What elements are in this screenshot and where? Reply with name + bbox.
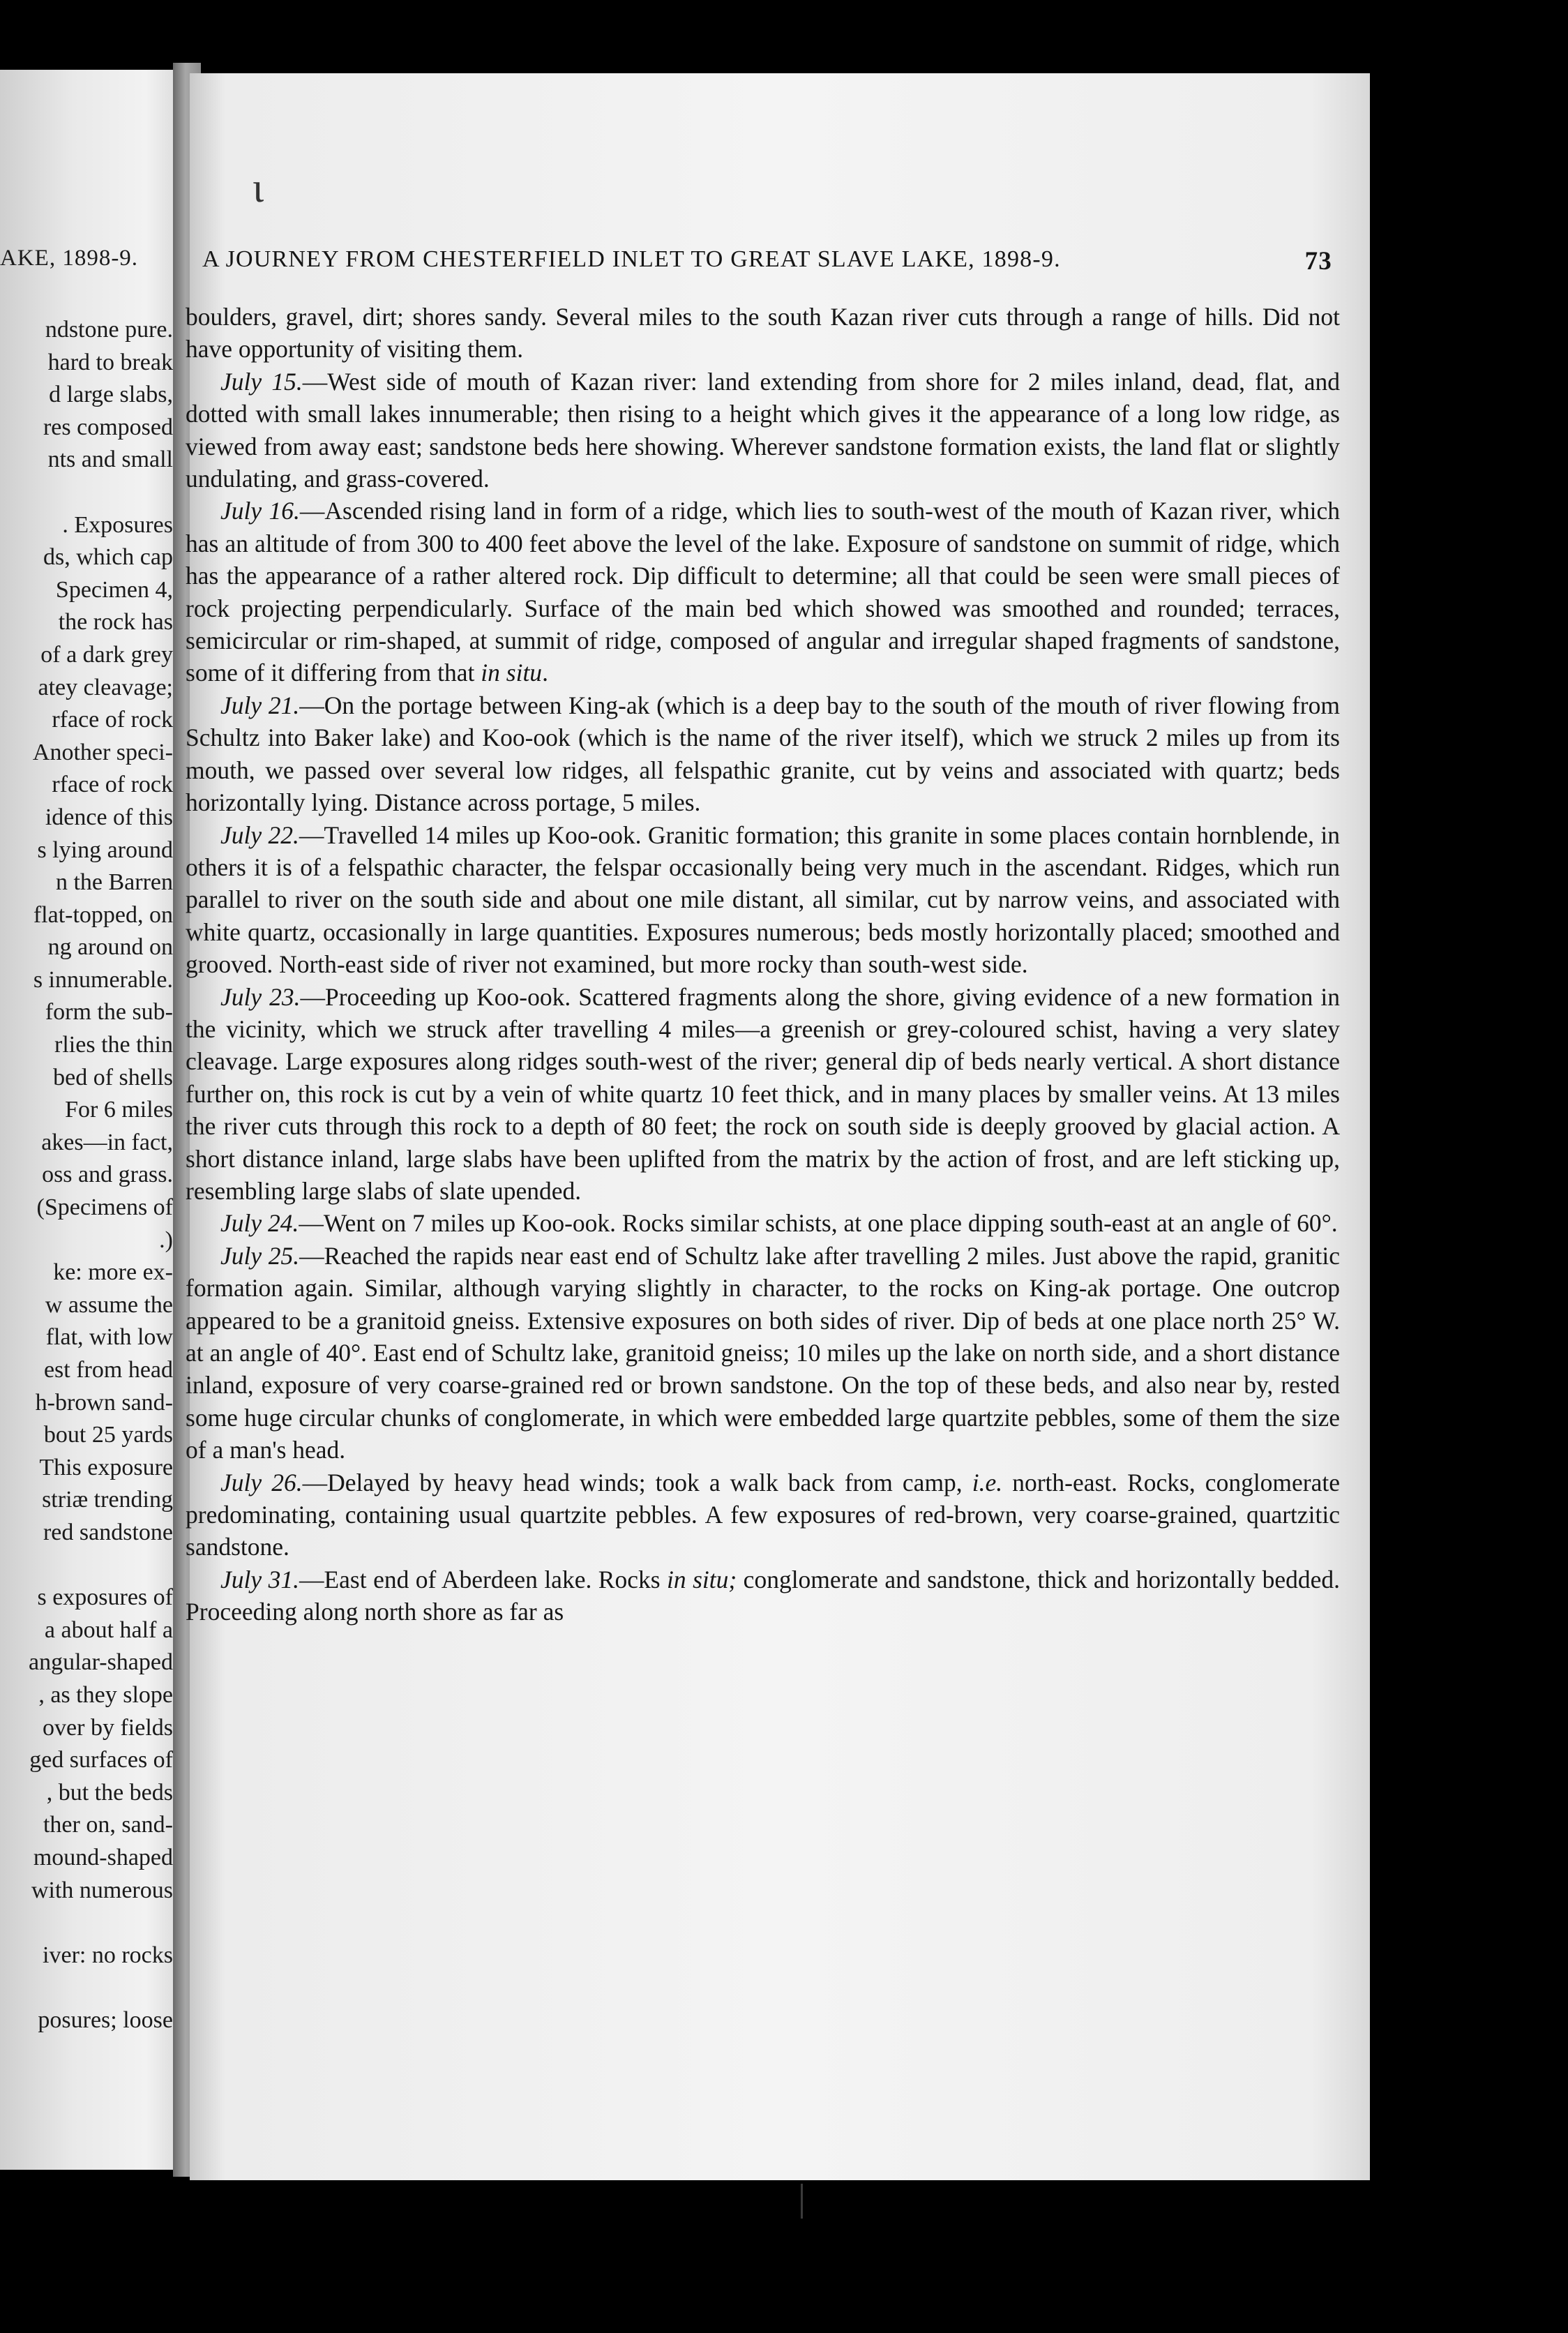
entry-italic-text: in situ xyxy=(481,659,543,687)
entry-tail-text: conglomerate and sandstone, thick and horizontally bedded. Proceeding along north shore as far as xyxy=(186,1565,1340,1626)
previous-page-line: angular-shaped xyxy=(28,1649,173,1676)
previous-page-line: idence of this xyxy=(45,804,173,830)
journal-entry xyxy=(186,689,1340,819)
scan-mark xyxy=(801,2184,803,2219)
previous-page-line: This exposure xyxy=(39,1454,173,1480)
entry-text: —Ascended rising land in form of a ridge, which lies to south-west of the mouth of Kazan river, which has an altitude of from 300 to 400 feet above the level of the lake. Exposure of sandstone on summit of ridge, which has the appearance of a rather altered rock. Dip difficult to determine; all that could be seen were small pieces of rock projecting perpendicularly. Surface of the main bed which showed was smoothed and rounded; terraces, semicircular or rim-shaped, at summit of ridge, composed of angular and irregular shaped fragments of sandstone, some of it differing from that xyxy=(186,497,1340,687)
previous-page-line: ther on, sand- xyxy=(43,1812,173,1838)
previous-page-line: akes—in fact, xyxy=(41,1129,173,1155)
journal-entry xyxy=(186,1207,1340,1239)
entry-text: —Reached the rapids near east end of Schultz lake after travelling 2 miles. Just above the rapid, granitic formation again. Similar, although varying slightly in character, to the rocks on King-ak portage. One outcrop appeared to be a granitoid gneiss. Extensive exposures on both sides of river. Dip of beds at one place north 25° W. at an angle of 40°. East end of Schultz lake, granitoid gneiss; 10 miles up the lake on north side, and a short distance inland, exposure of very coarse-grained red or brown sandstone. On the top of these beds, and also near by, rested some huge circular chunks of conglomerate, in which were embedded large quartzite pebbles, some of them the size of a man's head. xyxy=(186,1241,1340,1464)
previous-page-line: rface of rock xyxy=(52,772,173,798)
previous-page-line: For 6 miles xyxy=(65,1097,173,1123)
entry-date: July 15. xyxy=(220,367,303,396)
previous-page-line: atey cleavage; xyxy=(38,674,173,700)
previous-page-line xyxy=(0,1550,173,1582)
previous-page-line: with numerous xyxy=(31,1877,173,1903)
previous-page-line: est from head xyxy=(43,1357,173,1383)
previous-page-line: n the Barren xyxy=(55,869,173,896)
entry-date: July 26. xyxy=(220,1468,303,1496)
previous-page-line: over by fields xyxy=(43,1714,173,1741)
previous-page-line: rlies the thin xyxy=(54,1032,173,1058)
previous-page-line: of a dark grey xyxy=(40,641,173,668)
previous-page-line: Specimen 4, xyxy=(55,576,173,603)
previous-page-line: striæ trending xyxy=(42,1487,173,1513)
previous-page-line: bout 25 yards xyxy=(43,1422,173,1448)
entry-date: July 24. xyxy=(220,1209,299,1238)
previous-page-line: w assume the xyxy=(45,1291,173,1318)
previous-page-line: .) xyxy=(159,1226,173,1253)
previous-page-line: the rock has xyxy=(58,609,173,636)
previous-page-line: red sandstone xyxy=(43,1519,173,1545)
previous-page-line: ng around on xyxy=(47,934,173,961)
previous-page-line: h-brown sand- xyxy=(35,1389,173,1416)
entry-date: July 16. xyxy=(220,497,300,525)
page-header xyxy=(202,246,1332,277)
previous-page-line: d large slabs, xyxy=(49,382,173,408)
entry-date: July 31. xyxy=(220,1565,299,1593)
entry-text: —East end of Aberdeen lake. Rocks xyxy=(299,1565,668,1593)
previous-page-line: s exposures of xyxy=(37,1584,173,1611)
journal-entry xyxy=(186,1563,1340,1628)
entry-text: —Went on 7 miles up Koo-ook. Rocks similar schists, at one place dipping south-east at an angle of 60°. xyxy=(299,1209,1338,1238)
previous-page-line: iver: no rocks xyxy=(43,1942,173,1968)
previous-page-line xyxy=(0,477,173,509)
previous-page-line: ds, which cap xyxy=(43,544,173,571)
journal-entry xyxy=(186,819,1340,981)
entry-italic-text: in situ; xyxy=(667,1565,737,1593)
entry-date: July 22. xyxy=(220,820,299,849)
previous-page-line: ke: more ex- xyxy=(53,1259,173,1286)
journal-entry xyxy=(186,1466,1340,1563)
previous-page-line: (Specimens of xyxy=(36,1194,173,1221)
entry-tail-text: . xyxy=(542,659,548,687)
running-title: A JOURNEY FROM CHESTERFIELD INLET TO GREAT SLAVE LAKE, 1898-9. xyxy=(202,246,1061,272)
previous-page-line: flat, with low xyxy=(45,1324,173,1351)
previous-page-line xyxy=(0,1972,173,2004)
previous-page-line: , but the beds xyxy=(46,1779,173,1806)
entry-date: July 21. xyxy=(220,691,300,719)
previous-page-line xyxy=(0,1907,173,1940)
previous-page-line: oss and grass. xyxy=(42,1162,173,1188)
previous-page-line: a about half a xyxy=(44,1616,173,1643)
entry-tail-text: north-east. Rocks, conglomerate predominating, containing usual quartzite pebbles. A few exposures of red-brown, very coarse-grained, quartzitic sandstone. xyxy=(186,1468,1340,1561)
continuation-paragraph: boulders, gravel, dirt; shores sandy. Several miles to the south Kazan river cuts through a range of hills. Did not have opportunity of visiting them. xyxy=(186,303,1340,363)
entry-text: —On the portage between King-ak (which is a deep bay to the south of the mouth of river flowing from Schultz into Baker lake) and Koo-ook (which is the name of the river itself), which we struck 2 miles up from its mouth, we passed over several low ridges, all felspathic granite, cut by veins and associated with quartz; beds horizontally lying. Distance across portage, 5 miles. xyxy=(186,691,1340,817)
entry-date: July 23. xyxy=(220,982,301,1011)
previous-page-header: AKE, 1898-9. xyxy=(0,246,139,271)
previous-page-line: flat-topped, on xyxy=(33,901,173,928)
previous-page-line: posures; loose xyxy=(38,2006,173,2033)
journal-entry xyxy=(186,495,1340,689)
journal-entry xyxy=(186,366,1340,495)
previous-page-line: ged surfaces of xyxy=(29,1747,173,1773)
journal-entry xyxy=(186,1240,1340,1466)
entry-text: —Proceeding up Koo-ook. Scattered fragments along the shore, giving evidence of a new formation in the vicinity, which we struck after travelling 4 miles—a greenish or grey-coloured schist, having a very slatey cleavage. Large exposures along ridges south-west of the river; general dip of beds nearly vertical. A short distance further on, this rock is cut by a vein of white quartz 10 feet thick, and in many places by smaller veins. At 13 miles the river cuts through this rock to a depth of 80 feet; the rock on south side is deeply grooved by glacial action. A short distance inland, large slabs have been uplifted from the matrix by the action of frost, and are left sticking up, resembling large slabs of slate upended. xyxy=(186,982,1340,1205)
previous-page-line: , as they slope xyxy=(38,1681,173,1708)
previous-page-line: rface of rock xyxy=(52,707,173,733)
previous-page-line: . Exposures xyxy=(62,511,173,538)
page-number: 73 xyxy=(1304,247,1332,276)
previous-page-line: res composed xyxy=(43,414,173,440)
pencil-mark: ɩ xyxy=(252,165,264,211)
previous-page-line: mound-shaped xyxy=(33,1844,173,1870)
entry-text: —Delayed by heavy head winds; took a walk back from camp, xyxy=(302,1468,972,1496)
body-text xyxy=(186,301,1340,1628)
previous-page-line: nts and small xyxy=(47,447,173,473)
entry-date: July 25. xyxy=(220,1241,300,1270)
previous-page-margin xyxy=(0,70,183,2170)
previous-page-text xyxy=(0,314,173,2036)
journal-entry xyxy=(186,981,1340,1208)
previous-page-line: Another speci- xyxy=(32,739,173,765)
previous-page-line: s lying around xyxy=(37,837,173,863)
previous-page-line: bed of shells xyxy=(53,1064,173,1090)
previous-page-line: s innumerable. xyxy=(33,966,173,993)
previous-page-line: ndstone pure. xyxy=(45,317,173,343)
previous-page-line: hard to break xyxy=(47,349,173,375)
entry-text: —Travelled 14 miles up Koo-ook. Granitic formation; this granite in some places contain hornblende, in others it is of a felspathic character, the felspar occasionally being very much in the ascendant. Ridges, which run parallel to river on the south side and about one mile distant, all similar, cut by narrow veins, and associated with white quartz, occasionally in large quantities. Exposures numerous; beds mostly horizontally placed; smoothed and grooved. North-east side of river not examined, but more rocky than south-west side. xyxy=(186,820,1340,979)
previous-page-line: form the sub- xyxy=(45,999,173,1026)
book-page xyxy=(186,73,1370,2180)
entry-italic-text: i.e. xyxy=(972,1468,1003,1496)
entry-text: —West side of mouth of Kazan river: land extending from shore for 2 miles inland, dead, flat, and dotted with small lakes innumerable; then rising to a height which gives it the appearance of a long low ridge, as viewed from away east; sandstone beds here showing. Wherever sandstone formation exists, the land flat or slightly undulating, and grass-covered. xyxy=(186,367,1340,493)
